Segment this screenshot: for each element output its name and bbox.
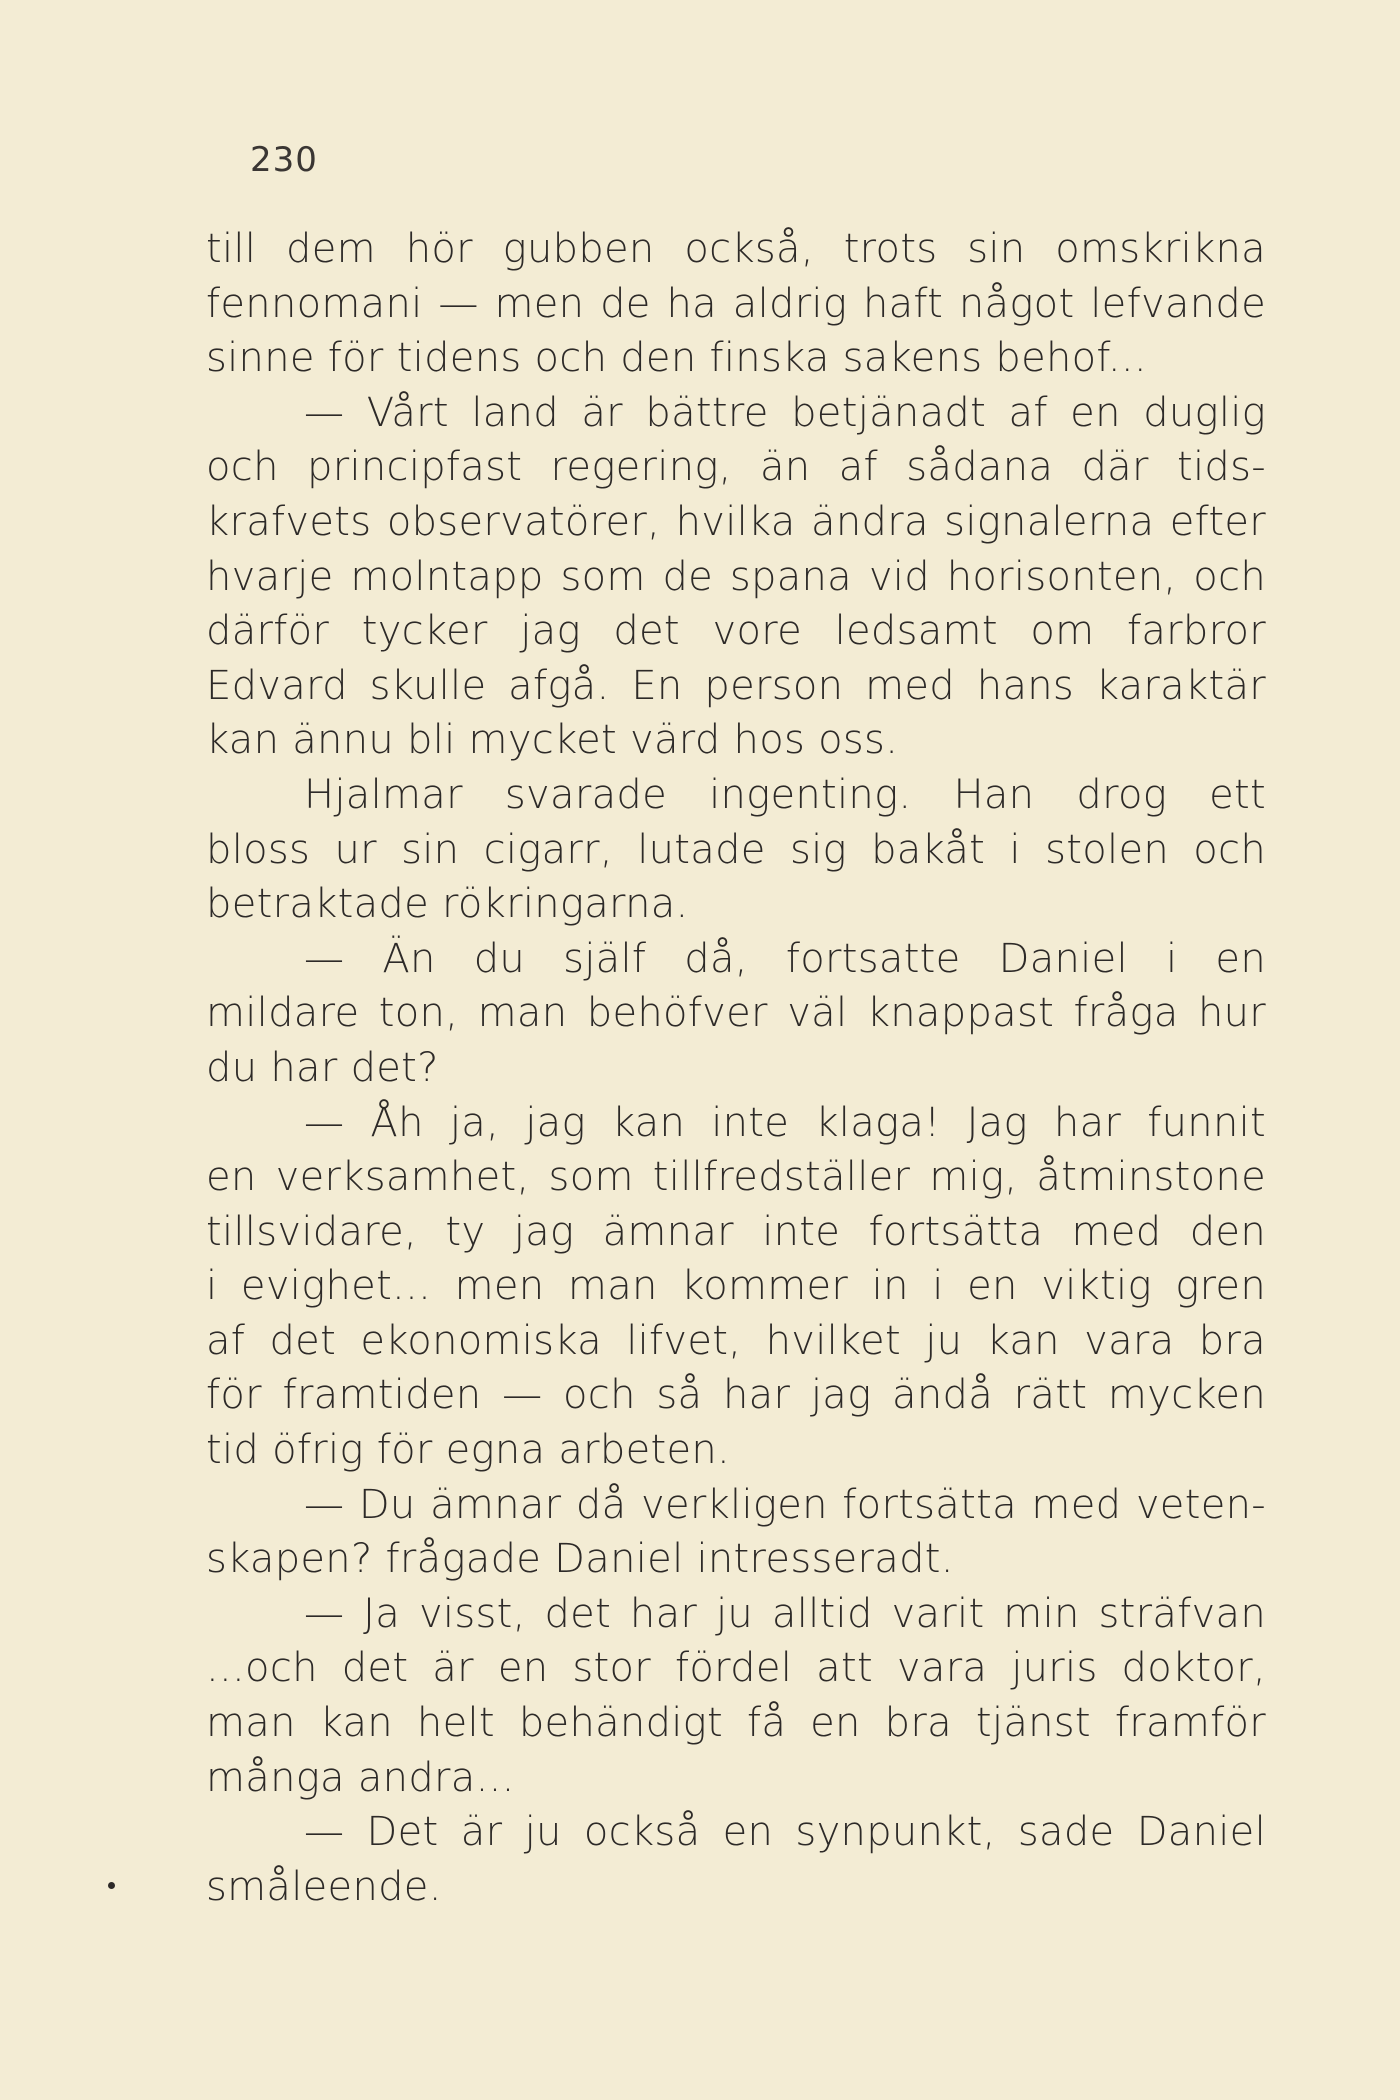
text-line: kan ännu bli mycket värd hos oss. <box>206 717 899 764</box>
text-line: bloss ur sin cigarr, lutade sig bakåt i stolen och <box>206 826 1266 873</box>
text-line: och principfast regering, än af sådana där tids- <box>206 444 1266 491</box>
page-body-text <box>206 222 1266 1914</box>
text-line: krafvets observatörer, hvilka ändra signalerna efter <box>206 498 1266 545</box>
text-line: till dem hör gubben också, trots sin omskrikna <box>206 226 1266 272</box>
text-line: sinne för tidens och den finska sakens behof... <box>206 335 1147 382</box>
page-number: 230 <box>250 140 318 180</box>
text-line: mildare ton, man behöfver väl knappast fråga hur <box>206 990 1266 1037</box>
margin-mark <box>108 1882 115 1889</box>
text-line: Edvard skulle afgå. En person med hans karaktär <box>206 662 1266 709</box>
text-line: för framtiden — och så har jag ändå rätt mycken <box>206 1372 1266 1419</box>
text-line: en verksamhet, som tillfredställer mig, åtminstone <box>206 1154 1266 1201</box>
text-line: — Du ämnar då verkligen fortsätta med veten- <box>304 1481 1266 1528</box>
text-line: du har det? <box>206 1044 439 1091</box>
text-line: — Det är ju också en synpunkt, sade Daniel <box>304 1809 1266 1856</box>
text-line: hvarje molntapp som de spana vid horisonten, och <box>206 553 1266 600</box>
text-line: — Vårt land är bättre betjänadt af en duglig <box>304 389 1266 436</box>
text-line: man kan helt behändigt få en bra tjänst framför <box>206 1700 1266 1747</box>
text-line: af det ekonomiska lifvet, hvilket ju kan vara bra <box>206 1317 1266 1364</box>
text-line: — Åh ja, jag kan inte klaga! Jag har funnit <box>304 1099 1266 1146</box>
text-line: Hjalmar svarade ingenting. Han drog ett <box>304 771 1266 818</box>
text-line: många andra... <box>206 1754 515 1801</box>
text-line: i evighet... men man kommer in i en viktig gren <box>206 1263 1266 1310</box>
text-line: därför tycker jag det vore ledsamt om farbror <box>206 608 1266 655</box>
text-line: betraktade rökringarna. <box>206 881 689 928</box>
text-line: tillsvidare, ty jag ämnar inte fortsätta med den <box>206 1208 1266 1255</box>
text-line: tid öfrig för egna arbeten. <box>206 1427 731 1474</box>
text-line: — Än du själf då, fortsatte Daniel i en <box>304 935 1266 982</box>
text-line: skapen? frågade Daniel intresseradt. <box>206 1536 954 1583</box>
text-line: småleende. <box>206 1863 442 1910</box>
text-line: — Ja visst, det har ju alltid varit min sträfvan <box>304 1590 1266 1637</box>
text-line: ...och det är en stor fördel att vara juris doktor, <box>206 1645 1266 1692</box>
text-line: fennomani — men de ha aldrig haft något lefvande <box>206 280 1266 327</box>
